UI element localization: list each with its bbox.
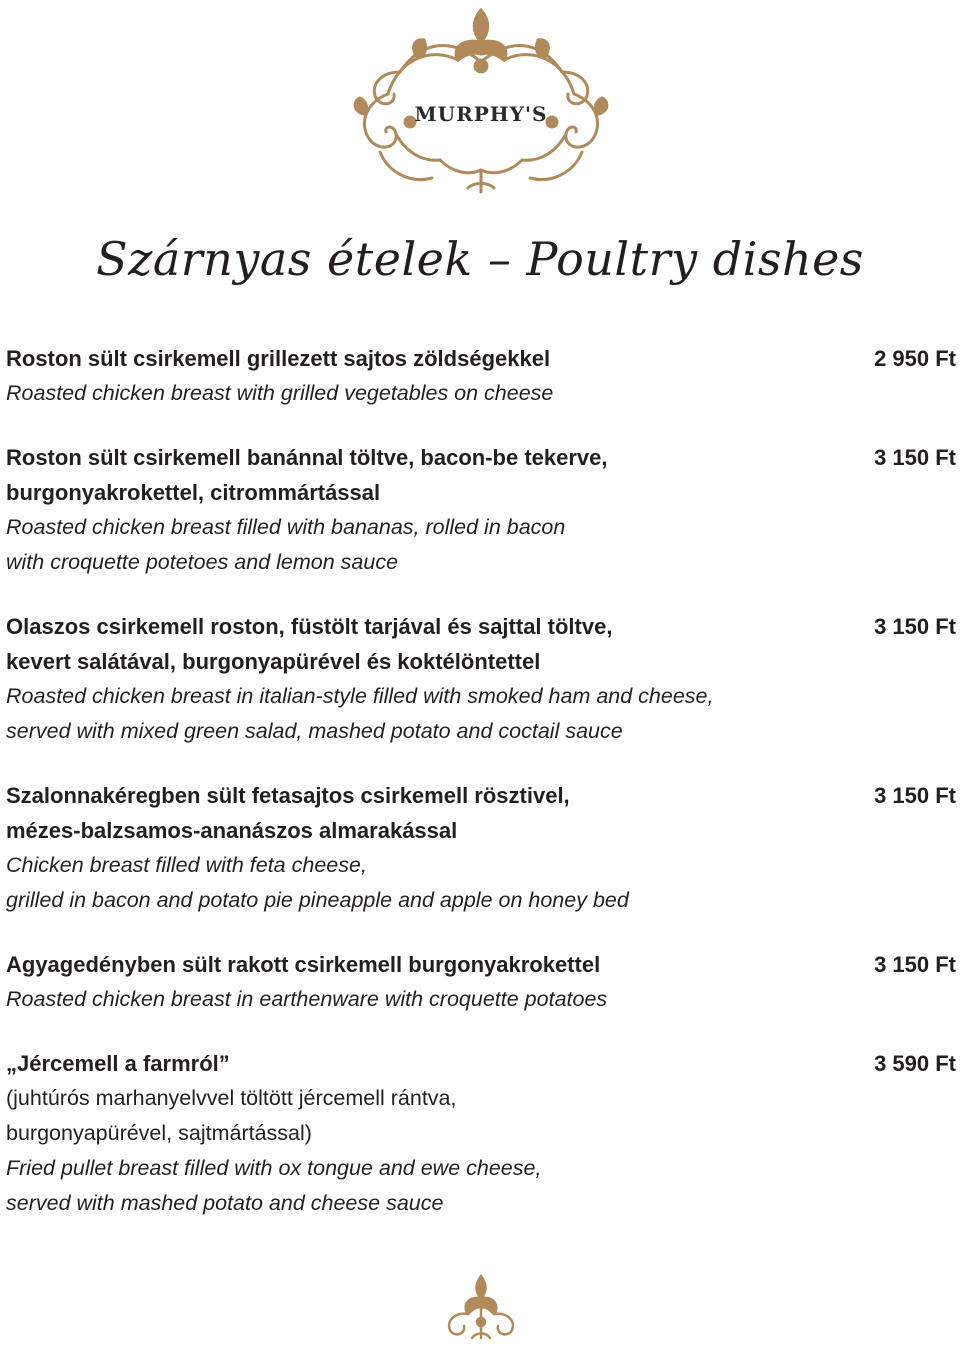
dish-name-hu: „Jércemell a farmról” (6, 1051, 230, 1076)
menu-item (6, 778, 956, 918)
dish-name-en: Fried pullet breast filled with ox tongue and ewe cheese, (6, 1156, 542, 1180)
brand-name: MURPHY'S (414, 102, 548, 126)
dish-name-en: Roasted chicken breast in earthenware with croquette potatoes (6, 987, 608, 1011)
dish-price: 3 150 Ft (874, 614, 956, 639)
dish-name-en: with croquette potetoes and lemon sauce (6, 550, 399, 574)
menu-item (6, 341, 956, 411)
dish-name-en: served with mashed potato and cheese sauce (6, 1191, 444, 1215)
dish-price: 3 150 Ft (874, 952, 956, 977)
brand-logo (340, 2, 622, 198)
dish-name-en: served with mixed green salad, mashed potato and coctail sauce (6, 719, 623, 743)
dish-name-hu: kevert salátával, burgonyapürével és koktélöntettel (6, 649, 541, 674)
dish-name-hu: burgonyakrokettel, citrommártással (6, 480, 381, 505)
dish-name-hu: Szalonnakéregben sült fetasajtos csirkemell rösztivel, (6, 783, 570, 808)
menu-item (6, 1046, 956, 1221)
dish-name-hu: Roston sült csirkemell banánnal töltve, bacon-be tekerve, (6, 445, 608, 470)
menu-list (6, 341, 956, 1250)
small-ornament-icon (438, 1272, 524, 1342)
page-title: Szárnyas ételek – Poultry dishes (96, 232, 864, 286)
dish-price: 3 150 Ft (874, 445, 956, 470)
menu-item (6, 440, 956, 580)
dish-description-hu: burgonyapürével, sajtmártással) (6, 1121, 312, 1145)
dish-name-hu: Roston sült csirkemell grillezett sajtos zöldségekkel (6, 346, 551, 371)
dish-name-en: grilled in bacon and potato pie pineapple and apple on honey bed (6, 888, 629, 912)
dish-price: 3 590 Ft (874, 1051, 956, 1076)
dish-price: 3 150 Ft (874, 783, 956, 808)
menu-item (6, 947, 956, 1017)
menu-item (6, 609, 956, 749)
dish-description-hu: (juhtúrós marhanyelvvel töltött jércemell rántva, (6, 1086, 457, 1110)
dish-name-hu: Agyagedényben sült rakott csirkemell burgonyakrokettel (6, 952, 601, 977)
dish-name-hu: Olaszos csirkemell roston, füstölt tarjával és sajttal töltve, (6, 614, 613, 639)
footer-ornament (438, 1272, 524, 1342)
ornamental-crest-icon (340, 2, 622, 198)
dish-name-en: Chicken breast filled with feta cheese, (6, 853, 367, 877)
dish-name-en: Roasted chicken breast filled with bananas, rolled in bacon (6, 515, 566, 539)
dish-price: 2 950 Ft (874, 346, 956, 371)
dish-name-hu: mézes-balzsamos-ananászos almarakással (6, 818, 458, 843)
dish-name-en: Roasted chicken breast with grilled vegetables on cheese (6, 381, 554, 405)
dish-name-en: Roasted chicken breast in italian-style filled with smoked ham and cheese, (6, 684, 714, 708)
